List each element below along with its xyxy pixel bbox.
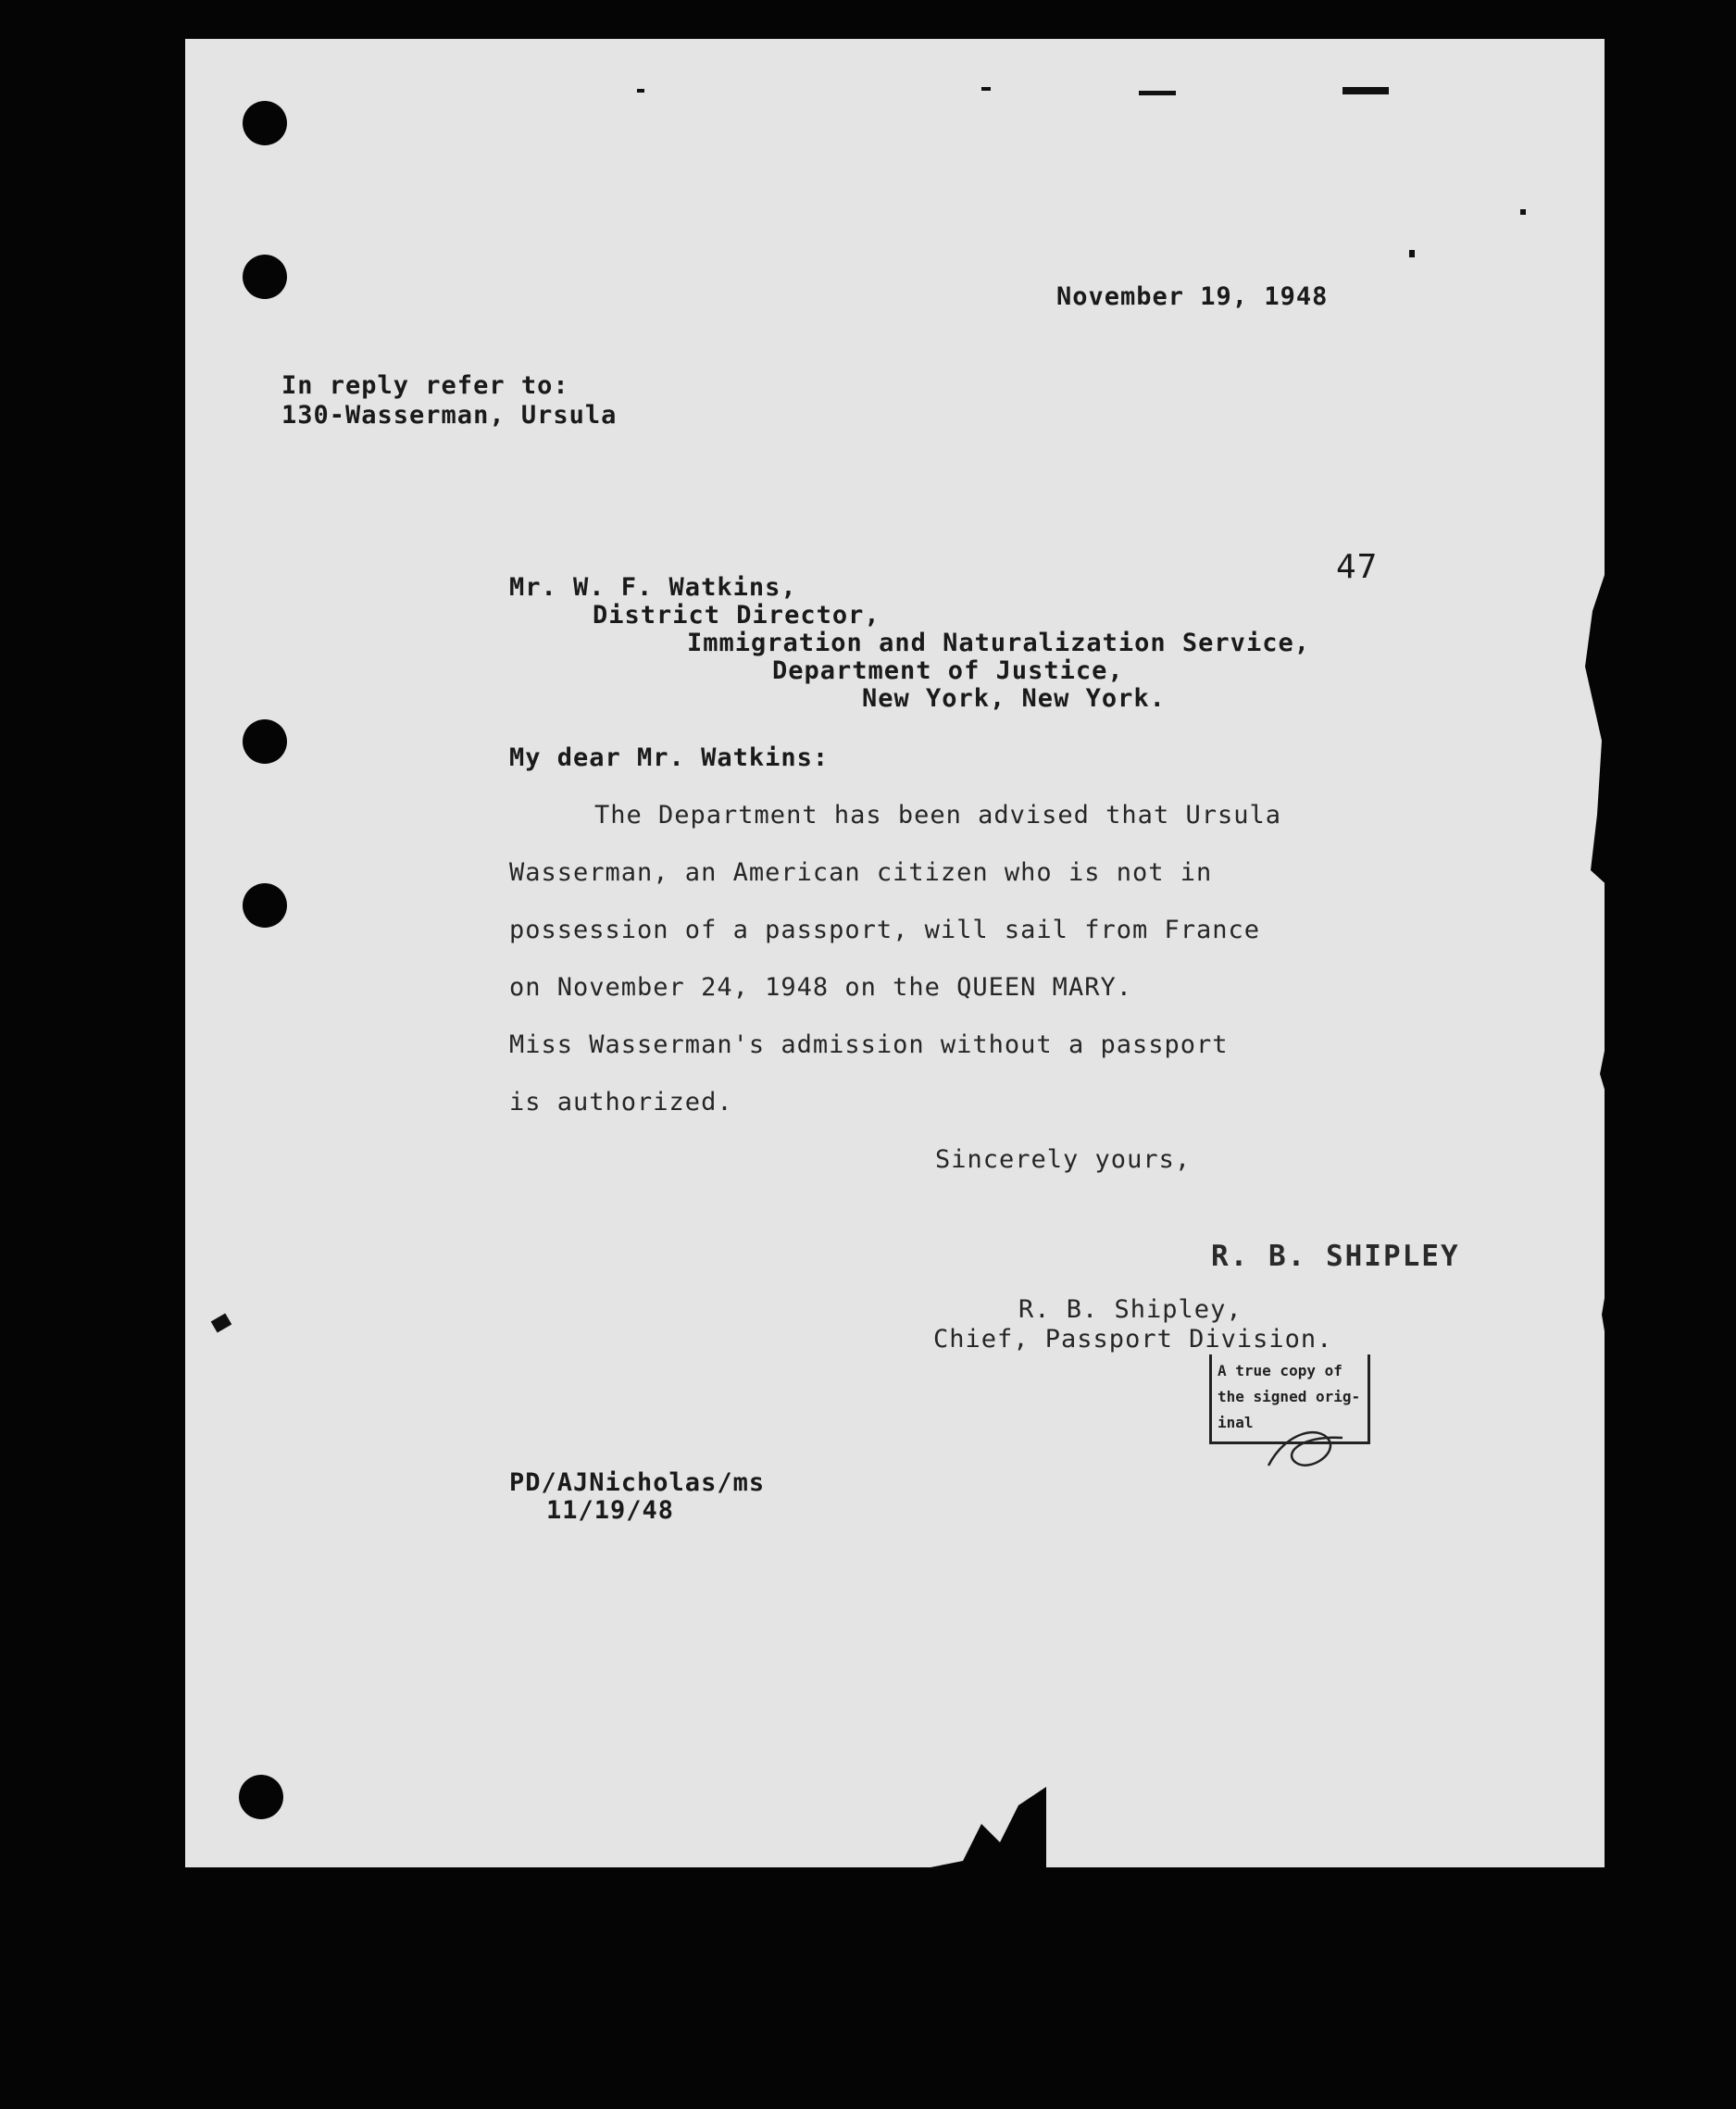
body-line: The Department has been advised that Ursula: [594, 801, 1281, 830]
signer-title: Chief, Passport Division.: [933, 1325, 1333, 1354]
true-copy-line: inal: [1218, 1414, 1254, 1431]
scan-speck: [1343, 87, 1389, 94]
true-copy-line: the signed orig-: [1218, 1388, 1361, 1405]
body-line: possession of a passport, will sail from France: [509, 916, 1261, 944]
recipient-city: New York, New York.: [862, 684, 1166, 713]
letter-page: [185, 39, 1605, 1867]
typed-date: 11/19/48: [546, 1496, 675, 1525]
torn-edge: [1574, 555, 1611, 1389]
recipient-title: District Director,: [593, 601, 880, 630]
scan-speck: [1520, 209, 1526, 215]
punch-hole: [243, 883, 287, 928]
closing: Sincerely yours,: [935, 1145, 1192, 1174]
page-mark: 47: [1336, 548, 1379, 586]
typist-initials: PD/AJNicholas/ms: [509, 1468, 766, 1497]
scan-speck: [981, 87, 991, 91]
scan-speck: [1409, 250, 1415, 257]
scan-speck: [1139, 91, 1176, 95]
handwritten-initial: [1264, 1421, 1347, 1477]
scan-speck: [211, 1313, 232, 1332]
reference-file: 130-Wasserman, Ursula: [281, 401, 618, 430]
recipient-department: Department of Justice,: [772, 656, 1124, 685]
signer-name: R. B. Shipley,: [1018, 1295, 1243, 1324]
body-line: on November 24, 1948 on the QUEEN MARY.: [509, 973, 1132, 1002]
body-line: is authorized.: [509, 1088, 733, 1117]
punch-hole: [243, 719, 287, 764]
recipient-name: Mr. W. F. Watkins,: [509, 573, 797, 602]
scan-speck: [637, 89, 644, 93]
reference-label: In reply refer to:: [281, 371, 569, 400]
true-copy-line: A true copy of: [1218, 1362, 1343, 1379]
salutation: My dear Mr. Watkins:: [509, 743, 830, 772]
recipient-agency: Immigration and Naturalization Service,: [687, 629, 1310, 657]
punch-hole: [239, 1775, 283, 1819]
torn-edge: [926, 1787, 1046, 1879]
body-line: Wasserman, an American citizen who is not in: [509, 858, 1213, 887]
body-line: Miss Wasserman's admission without a passport: [509, 1030, 1229, 1059]
punch-hole: [243, 101, 287, 145]
letter-date: November 19, 1948: [1056, 282, 1329, 311]
signature-stamp: R. B. SHIPLEY: [1211, 1240, 1460, 1273]
punch-hole: [243, 255, 287, 299]
